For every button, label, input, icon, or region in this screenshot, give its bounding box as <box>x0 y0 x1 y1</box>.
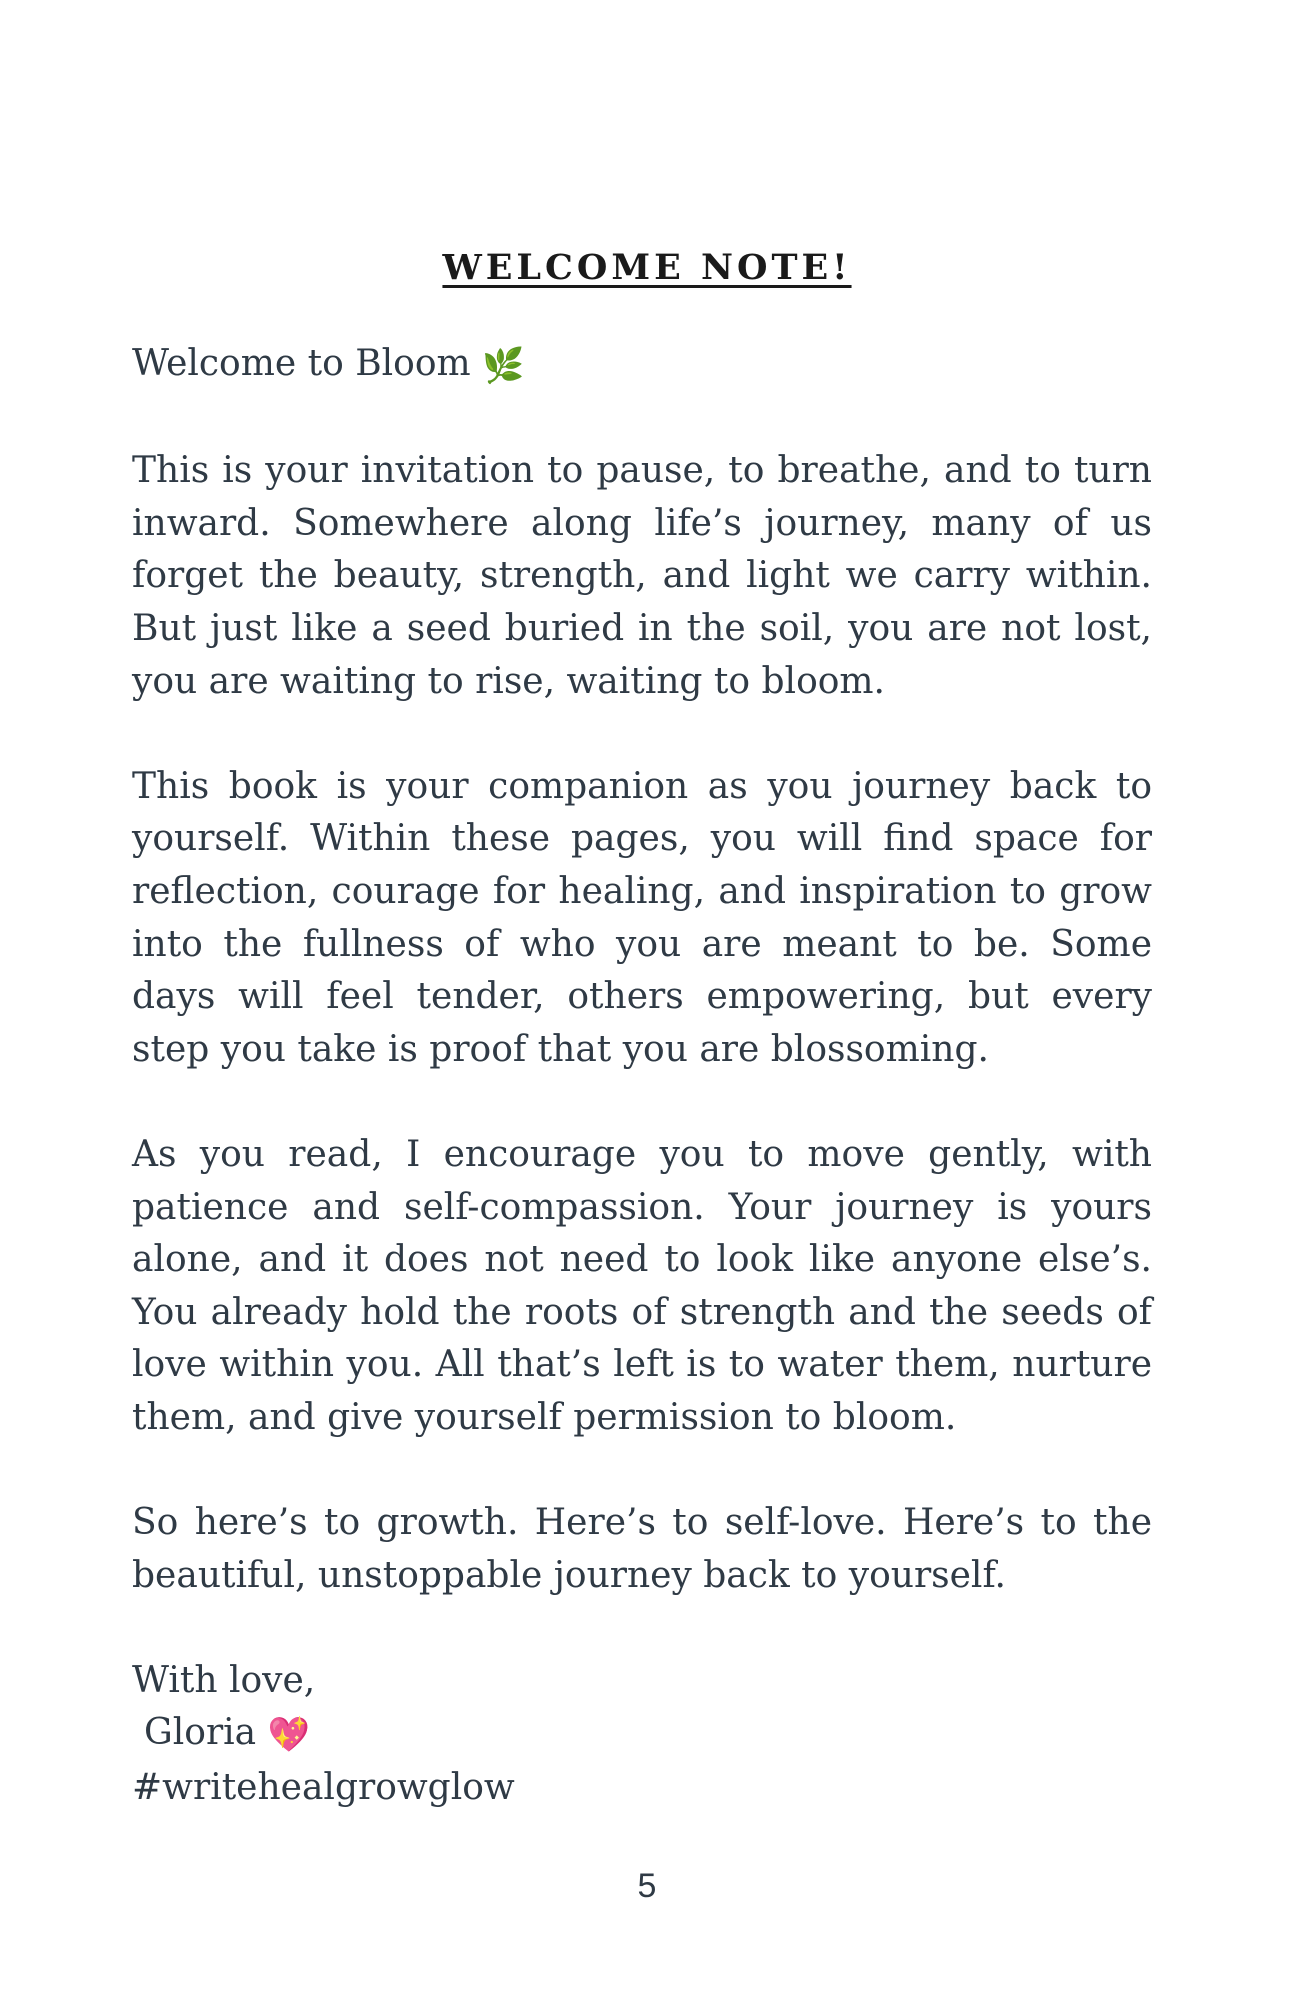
paragraph-4: So here’s to growth. Here’s to self-love. Here’s to the beautiful, unstoppable journey back to yourself. <box>132 1502 1152 1596</box>
page-number: 5 <box>637 1867 657 1905</box>
paragraph-2: This book is your companion as you journey back to yourself. Within these pages, you will find space for reflection, courage for healing, and inspiration to grow into the fullness of who you are meant to be. Some days will feel tender, others empowering, but every step you take is proof that you are blossoming. <box>132 765 1152 1070</box>
signature-line <box>132 1707 1152 1762</box>
hashtag: #writehealgrowglow <box>132 1767 515 1809</box>
closing-line: With love, <box>132 1659 316 1701</box>
greeting-text: Welcome to Bloom <box>132 343 471 384</box>
paragraph-1: This is your invitation to pause, to breathe, and to turn inward. Somewhere along life’s journey, many of us forget the beauty, strength, and light we carry within. But just like a seed buried in the soil, you are not lost, you are waiting to rise, waiting to bloom. <box>132 450 1152 702</box>
leaf-icon: 🌿 <box>482 346 525 386</box>
sign-off <box>132 1655 1152 1815</box>
sparkling-heart-icon: 💖 <box>267 1715 310 1756</box>
greeting-line <box>132 338 1152 393</box>
welcome-note-body <box>132 338 1152 1815</box>
page-title: WELCOME NOTE! <box>442 247 852 288</box>
paragraph-3: As you read, I encourage you to move gently, with patience and self-compassion. Your journey is yours alone, and it does not need to look like anyone else’s. You already hold the roots of strength and the seeds of love within you. All that’s left is to water them, nurture them, and give yourself permission to bloom. <box>132 1133 1152 1438</box>
signature-name: Gloria <box>144 1712 257 1754</box>
